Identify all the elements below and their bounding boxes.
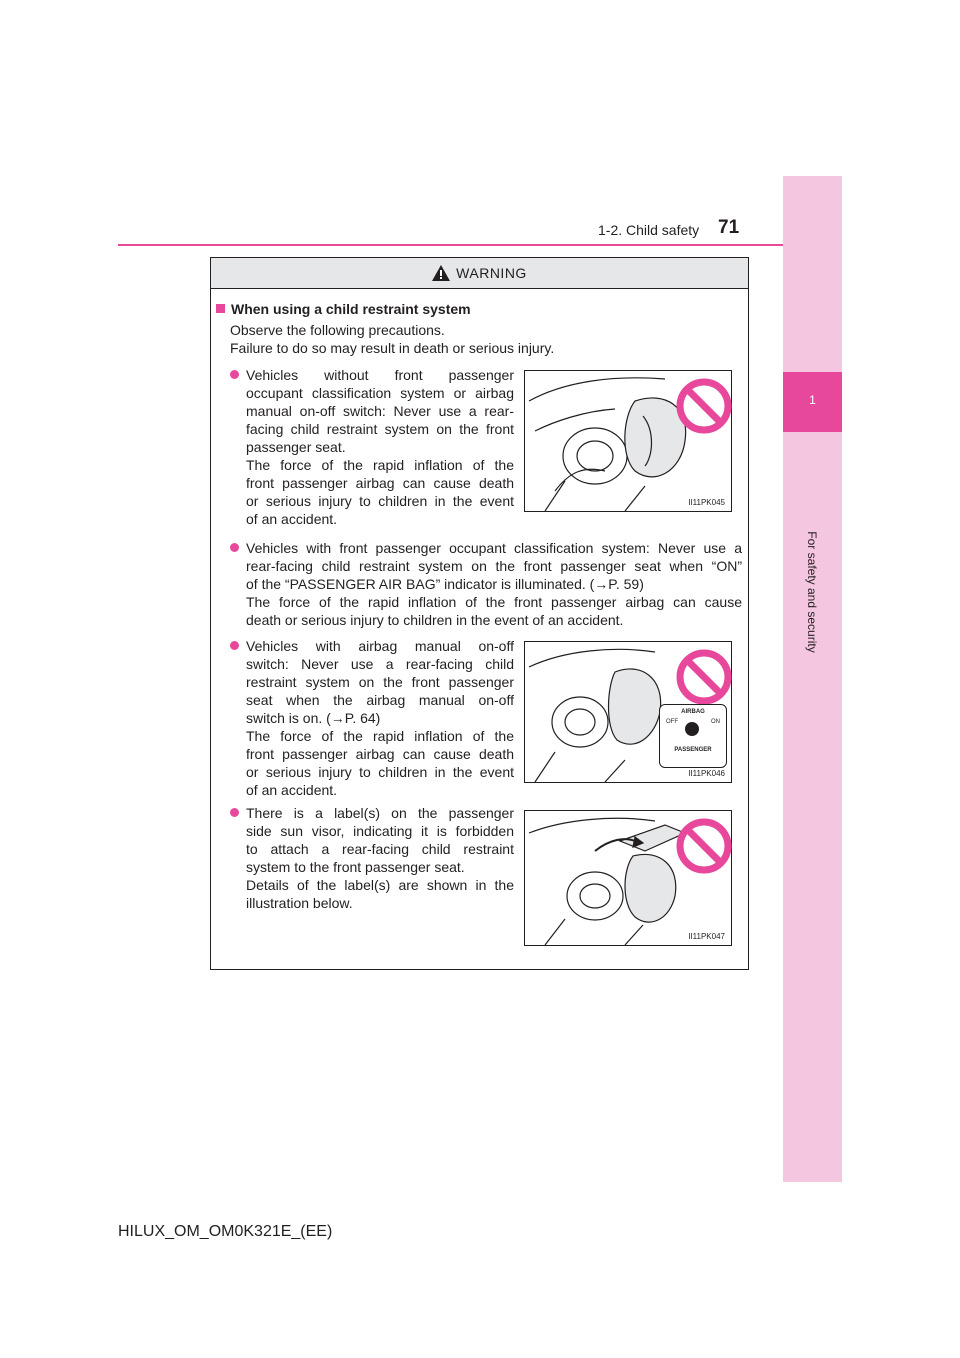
warning-title: WARNING — [456, 265, 527, 281]
switch-label-on: ON — [711, 719, 720, 725]
bullet-4-line: There is a label(s) on the passenger — [246, 805, 514, 821]
bullet-1-line: front passenger airbag can cause death — [246, 475, 514, 491]
bullet-1-line: facing child restraint system on the front — [246, 421, 514, 437]
bullet-2-line: rear-facing child restraint system on the front passenger seat when “ON” — [246, 558, 742, 574]
bullet-2-line: Vehicles with front passenger occupant classification system: Never use a — [246, 540, 742, 556]
bullet-2-line: death or serious injury to children in the event of an accident. — [246, 612, 624, 628]
manual-code-footer: HILUX_OM_OM0K321E_(EE) — [118, 1223, 333, 1240]
bullet-3-line: The force of the rapid inflation of the — [246, 728, 514, 744]
airbag-illustration-3 — [524, 810, 732, 946]
switch-label-passenger: PASSENGER — [674, 747, 712, 753]
bullet-1-line: Vehicles without front passenger — [246, 367, 514, 383]
switch-label-airbag: AIRBAG — [681, 709, 705, 715]
chapter-number: 1 — [783, 372, 842, 432]
warning-heading: When using a child restraint system — [216, 301, 471, 317]
bullet-item-4 — [246, 804, 514, 912]
bullet-3-line: or serious injury to children in the event — [246, 764, 514, 780]
illustration-code: II11PK045 — [688, 498, 725, 507]
airbag-illustration-1 — [524, 370, 732, 512]
bullet-3-line: of an accident. — [246, 782, 338, 798]
bullet-dot-icon — [230, 808, 239, 817]
airbag-illustration-2 — [524, 641, 732, 783]
chapter-title: For safety and security — [805, 531, 819, 653]
section-title: 1-2. Child safety — [598, 222, 700, 238]
bullet-3-line: Vehicles with airbag manual on-off — [246, 638, 514, 654]
bullet-4-line: to attach a rear-facing child restraint — [246, 841, 514, 857]
bullet-1-line: or serious injury to children in the event — [246, 493, 514, 509]
switch-knob-icon — [685, 722, 699, 736]
illustration-code: II11PK047 — [688, 932, 725, 941]
intro-line-2: Failure to do so may result in death or serious injury. — [230, 340, 555, 356]
bullet-3-line: seat when the airbag manual on-off — [246, 692, 514, 708]
bullet-4-line: illustration below. — [246, 895, 353, 911]
bullet-2-line: The force of the rapid inflation of the front passenger airbag can cause — [246, 594, 742, 610]
intro-line-1: Observe the following precautions. — [230, 322, 445, 338]
prohibition-sign-icon — [675, 377, 733, 435]
bullet-3-line: restraint system on the front passenger — [246, 674, 514, 690]
bullet-dot-icon — [230, 641, 239, 650]
bullet-3-line: switch is on. (→P. 64) — [246, 710, 381, 726]
bullet-4-line: side sun visor, indicating it is forbidden — [246, 823, 514, 839]
bullet-1-line: passenger seat. — [246, 439, 346, 455]
bullet-item-1 — [246, 366, 514, 528]
bullet-4-line: Details of the label(s) are shown in the — [246, 877, 514, 893]
bullet-3-line: switch: Never use a rear-facing child — [246, 656, 514, 672]
bullet-1-line: of an accident. — [246, 511, 338, 527]
page-number: 71 — [718, 217, 740, 238]
bullet-4-line: system to the front passenger seat. — [246, 859, 465, 875]
bullet-1-line: occupant classification system or airbag — [246, 385, 514, 401]
bullet-3-line: front passenger airbag can cause death — [246, 746, 514, 762]
square-bullet-icon — [216, 304, 225, 313]
chapter-side-tab — [783, 176, 842, 1182]
bullet-1-line: manual on-off switch: Never use a rear- — [246, 403, 514, 419]
bullet-dot-icon — [230, 543, 239, 552]
bullet-2-line: of the “PASSENGER AIR BAG” indicator is illuminated. (→P. 59) — [246, 576, 644, 592]
illustration-code: II11PK046 — [688, 769, 725, 778]
airbag-switch-inset — [659, 704, 727, 768]
bullet-dot-icon — [230, 370, 239, 379]
header-rule — [118, 244, 783, 246]
prohibition-sign-icon — [675, 817, 733, 875]
prohibition-sign-icon — [675, 648, 733, 706]
bullet-1-line: The force of the rapid inflation of the — [246, 457, 514, 473]
switch-label-off: OFF — [666, 719, 678, 725]
warning-header — [211, 258, 748, 289]
warning-triangle-icon — [432, 265, 450, 281]
bullet-item-2 — [246, 539, 742, 629]
bullet-item-3 — [246, 637, 514, 799]
